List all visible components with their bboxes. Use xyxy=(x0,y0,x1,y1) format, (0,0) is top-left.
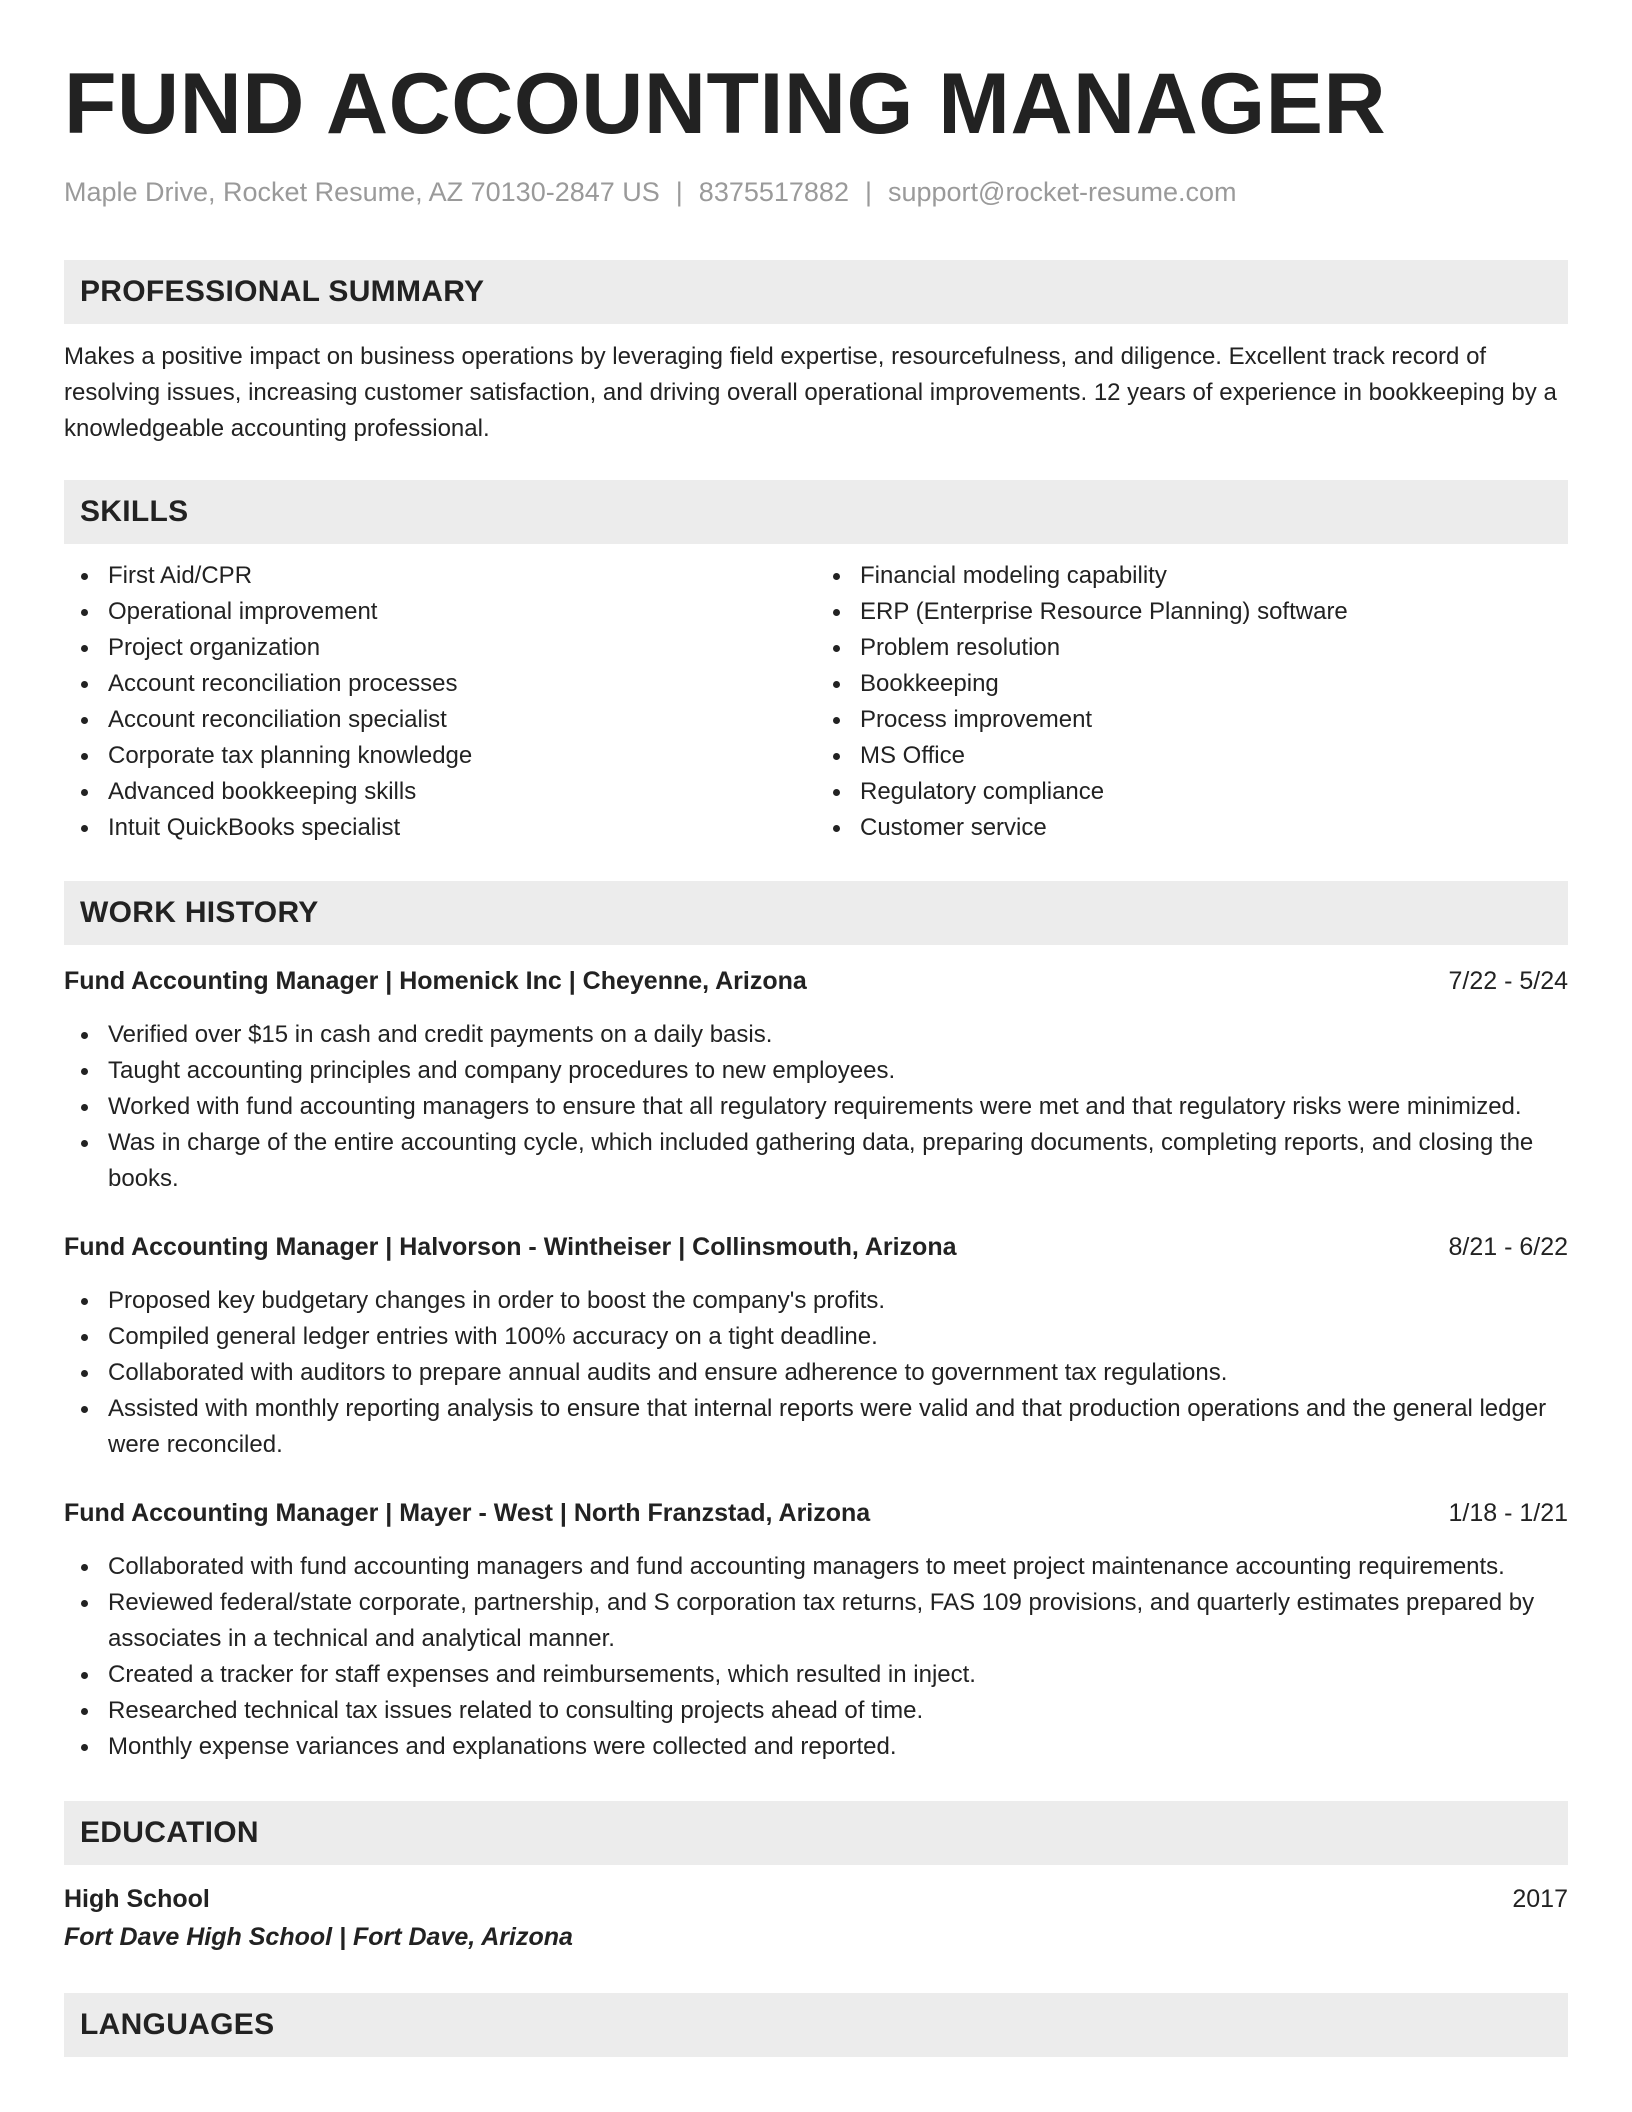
job-title: Fund Accounting Manager | Homenick Inc | Cheyenne, Arizona xyxy=(64,967,807,995)
education-header xyxy=(64,1881,1568,1917)
job-bullet: Worked with fund accounting managers to ensure that all regulatory requirements were met and that regulatory risks were minimized. xyxy=(64,1089,1568,1125)
skill-item: Account reconciliation processes xyxy=(64,666,816,702)
job-dates: 7/22 - 5/24 xyxy=(1448,967,1568,995)
skill-item: Corporate tax planning knowledge xyxy=(64,738,816,774)
education-school: Fort Dave High School | Fort Dave, Arizona xyxy=(64,1923,573,1951)
job-entry xyxy=(64,1495,1568,1765)
skill-item: Problem resolution xyxy=(816,630,1568,666)
skill-item: Advanced bookkeeping skills xyxy=(64,774,816,810)
skills-list-right xyxy=(816,558,1568,846)
skill-item: MS Office xyxy=(816,738,1568,774)
contact-phone: 8375517882 xyxy=(698,177,849,207)
skill-item: Customer service xyxy=(816,810,1568,846)
skills-columns xyxy=(64,558,1568,846)
section-header-education: EDUCATION xyxy=(64,1801,1568,1865)
job-entry xyxy=(64,963,1568,1197)
job-bullet: Researched technical tax issues related to consulting projects ahead of time. xyxy=(64,1693,1568,1729)
job-bullet: Reviewed federal/state corporate, partnership, and S corporation tax returns, FAS 109 provisions, and quarterly estimates prepared by associates in a technical and analytical manner. xyxy=(64,1585,1568,1657)
contact-address: Maple Drive, Rocket Resume, AZ 70130-2847 US xyxy=(64,177,660,207)
job-entry xyxy=(64,1229,1568,1463)
job-bullet: Was in charge of the entire accounting cycle, which included gathering data, preparing documents, completing reports, and closing the books. xyxy=(64,1125,1568,1197)
job-bullet: Monthly expense variances and explanations were collected and reported. xyxy=(64,1729,1568,1765)
job-bullet: Taught accounting principles and company procedures to new employees. xyxy=(64,1053,1568,1089)
education-year: 2017 xyxy=(1512,1885,1568,1913)
contact-email: support@rocket-resume.com xyxy=(887,177,1237,207)
section-header-work-history: WORK HISTORY xyxy=(64,881,1568,945)
skill-item: Bookkeeping xyxy=(816,666,1568,702)
skill-item: Account reconciliation specialist xyxy=(64,702,816,738)
skill-item: Financial modeling capability xyxy=(816,558,1568,594)
skill-item: ERP (Enterprise Resource Planning) software xyxy=(816,594,1568,630)
job-header xyxy=(64,963,1568,999)
education-entry xyxy=(64,1881,1568,1955)
job-bullets xyxy=(64,1283,1568,1463)
skill-item: Regulatory compliance xyxy=(816,774,1568,810)
summary-text: Makes a positive impact on business operations by leveraging field expertise, resourcefulness, and diligence. Excellent track record of resolving issues, increasing customer satisfaction, and driving overall operational improvements. 12 years of experience in bookkeeping by a knowledgeable accounting professional. xyxy=(64,343,1557,442)
job-bullet: Compiled general ledger entries with 100% accuracy on a tight deadline. xyxy=(64,1319,1568,1355)
contact-separator: | xyxy=(675,177,683,207)
skill-item: First Aid/CPR xyxy=(64,558,816,594)
job-bullets xyxy=(64,1549,1568,1765)
job-bullet: Created a tracker for staff expenses and reimbursements, which resulted in inject. xyxy=(64,1657,1568,1693)
job-bullets xyxy=(64,1017,1568,1197)
job-bullet: Assisted with monthly reporting analysis to ensure that internal reports were valid and that production operations and the general ledger were reconciled. xyxy=(64,1391,1568,1463)
skill-item: Intuit QuickBooks specialist xyxy=(64,810,816,846)
section-header-summary: PROFESSIONAL SUMMARY xyxy=(64,260,1568,324)
job-bullet: Collaborated with auditors to prepare annual audits and ensure adherence to government tax regulations. xyxy=(64,1355,1568,1391)
contact-separator: | xyxy=(864,177,872,207)
skill-item: Project organization xyxy=(64,630,816,666)
job-bullet: Collaborated with fund accounting managers and fund accounting managers to meet project maintenance accounting requirements. xyxy=(64,1549,1568,1585)
education-degree: High School xyxy=(64,1885,210,1913)
skill-item: Process improvement xyxy=(816,702,1568,738)
job-dates: 8/21 - 6/22 xyxy=(1448,1233,1568,1261)
job-header xyxy=(64,1229,1568,1265)
job-title: Fund Accounting Manager | Mayer - West | North Franzstad, Arizona xyxy=(64,1499,871,1527)
job-header xyxy=(64,1495,1568,1531)
job-bullet: Proposed key budgetary changes in order to boost the company's profits. xyxy=(64,1283,1568,1319)
skill-item: Operational improvement xyxy=(64,594,816,630)
resume-title: FUND ACCOUNTING MANAGER xyxy=(64,56,1387,152)
contact-line xyxy=(64,174,1568,210)
section-header-skills: SKILLS xyxy=(64,480,1568,544)
job-title: Fund Accounting Manager | Halvorson - Wintheiser | Collinsmouth, Arizona xyxy=(64,1233,957,1261)
section-header-languages: LANGUAGES xyxy=(64,1993,1568,2057)
job-dates: 1/18 - 1/21 xyxy=(1448,1499,1568,1527)
skills-list-left xyxy=(64,558,816,846)
job-bullet: Verified over $15 in cash and credit payments on a daily basis. xyxy=(64,1017,1568,1053)
